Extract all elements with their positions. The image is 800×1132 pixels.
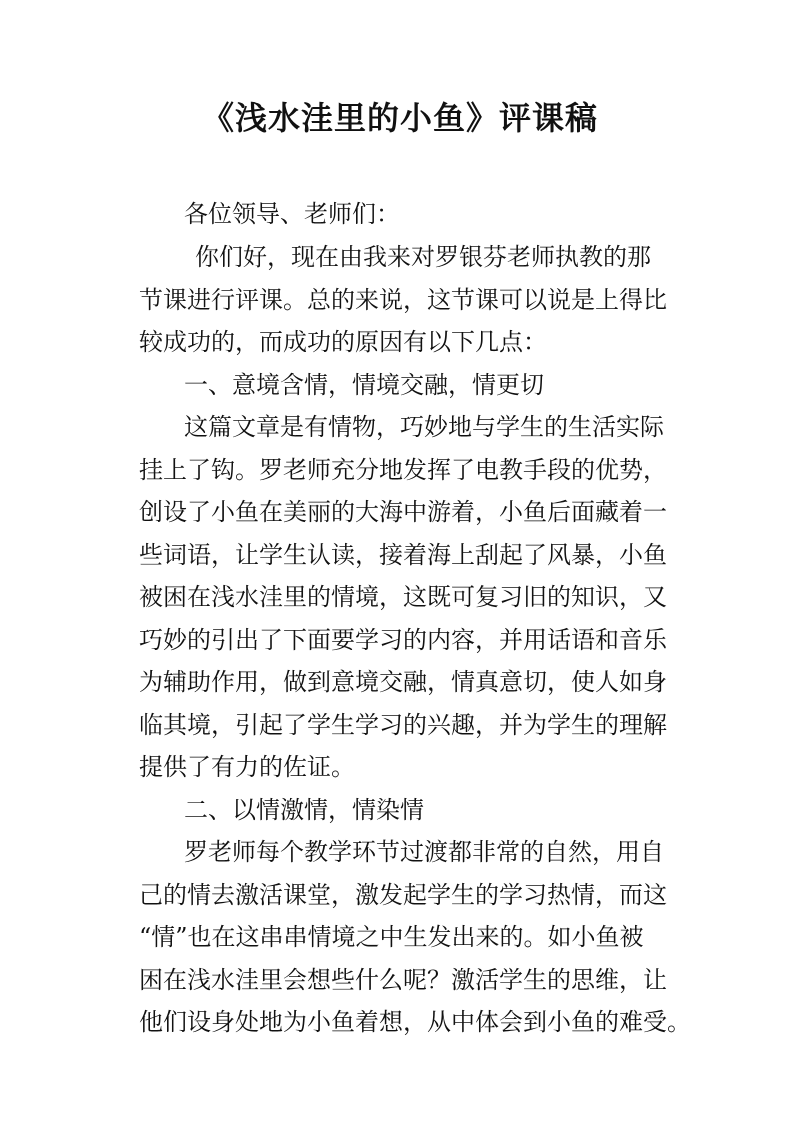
section-heading-1: 一、意境含情，情境交融，情更切 (184, 371, 544, 399)
paragraph-line: 为辅助作用，做到意境交融，情真意切，使人如身 (139, 668, 667, 696)
paragraph-line: 罗老师每个教学环节过渡都非常的自然，用自 (184, 838, 664, 866)
paragraph-line: 困在浅水洼里会想些什么呢？激活学生的思维，让 (139, 966, 667, 994)
paragraph-line: 较成功的，而成功的原因有以下几点： (139, 328, 547, 356)
document-title: 《浅水洼里的小鱼》评课稿 (201, 99, 598, 137)
paragraph-line: 你们好，现在由我来对罗银芬老师执教的那 (195, 243, 651, 271)
paragraph-line: 被困在浅水洼里的情境，这既可复习旧的知识，又 (139, 583, 667, 611)
paragraph-line: 提供了有力的佐证。 (139, 753, 355, 781)
paragraph-line: 节课进行评课。总的来说，这节课可以说是上得比 (139, 286, 667, 314)
paragraph-line: 创设了小鱼在美丽的大海中游着，小鱼后面藏着一 (139, 498, 667, 526)
paragraph-line: 临其境，引起了学生学习的兴趣，并为学生的理解 (139, 711, 667, 739)
paragraph-line: 这篇文章是有情物，巧妙地与学生的生活实际 (184, 413, 664, 441)
paragraph-line: 巧妙的引出了下面要学习的内容，并用话语和音乐 (139, 626, 667, 654)
paragraph-line: 些词语，让学生认读，接着海上刮起了风暴，小鱼 (139, 541, 667, 569)
paragraph-line: 挂上了钩。罗老师充分地发挥了电教手段的优势， (139, 456, 667, 484)
greeting-line: 各位领导、老师们： (184, 200, 400, 228)
paragraph-line: 他们设身处地为小鱼着想，从中体会到小鱼的难受。 (139, 1008, 691, 1036)
paragraph-line: 己的情去激活课堂，激发起学生的学习热情，而这 (139, 881, 667, 909)
section-heading-2: 二、以情激情，情染情 (184, 796, 424, 824)
paragraph-line: “情”也在这串串情境之中生发出来的。如小鱼被 (139, 923, 644, 951)
